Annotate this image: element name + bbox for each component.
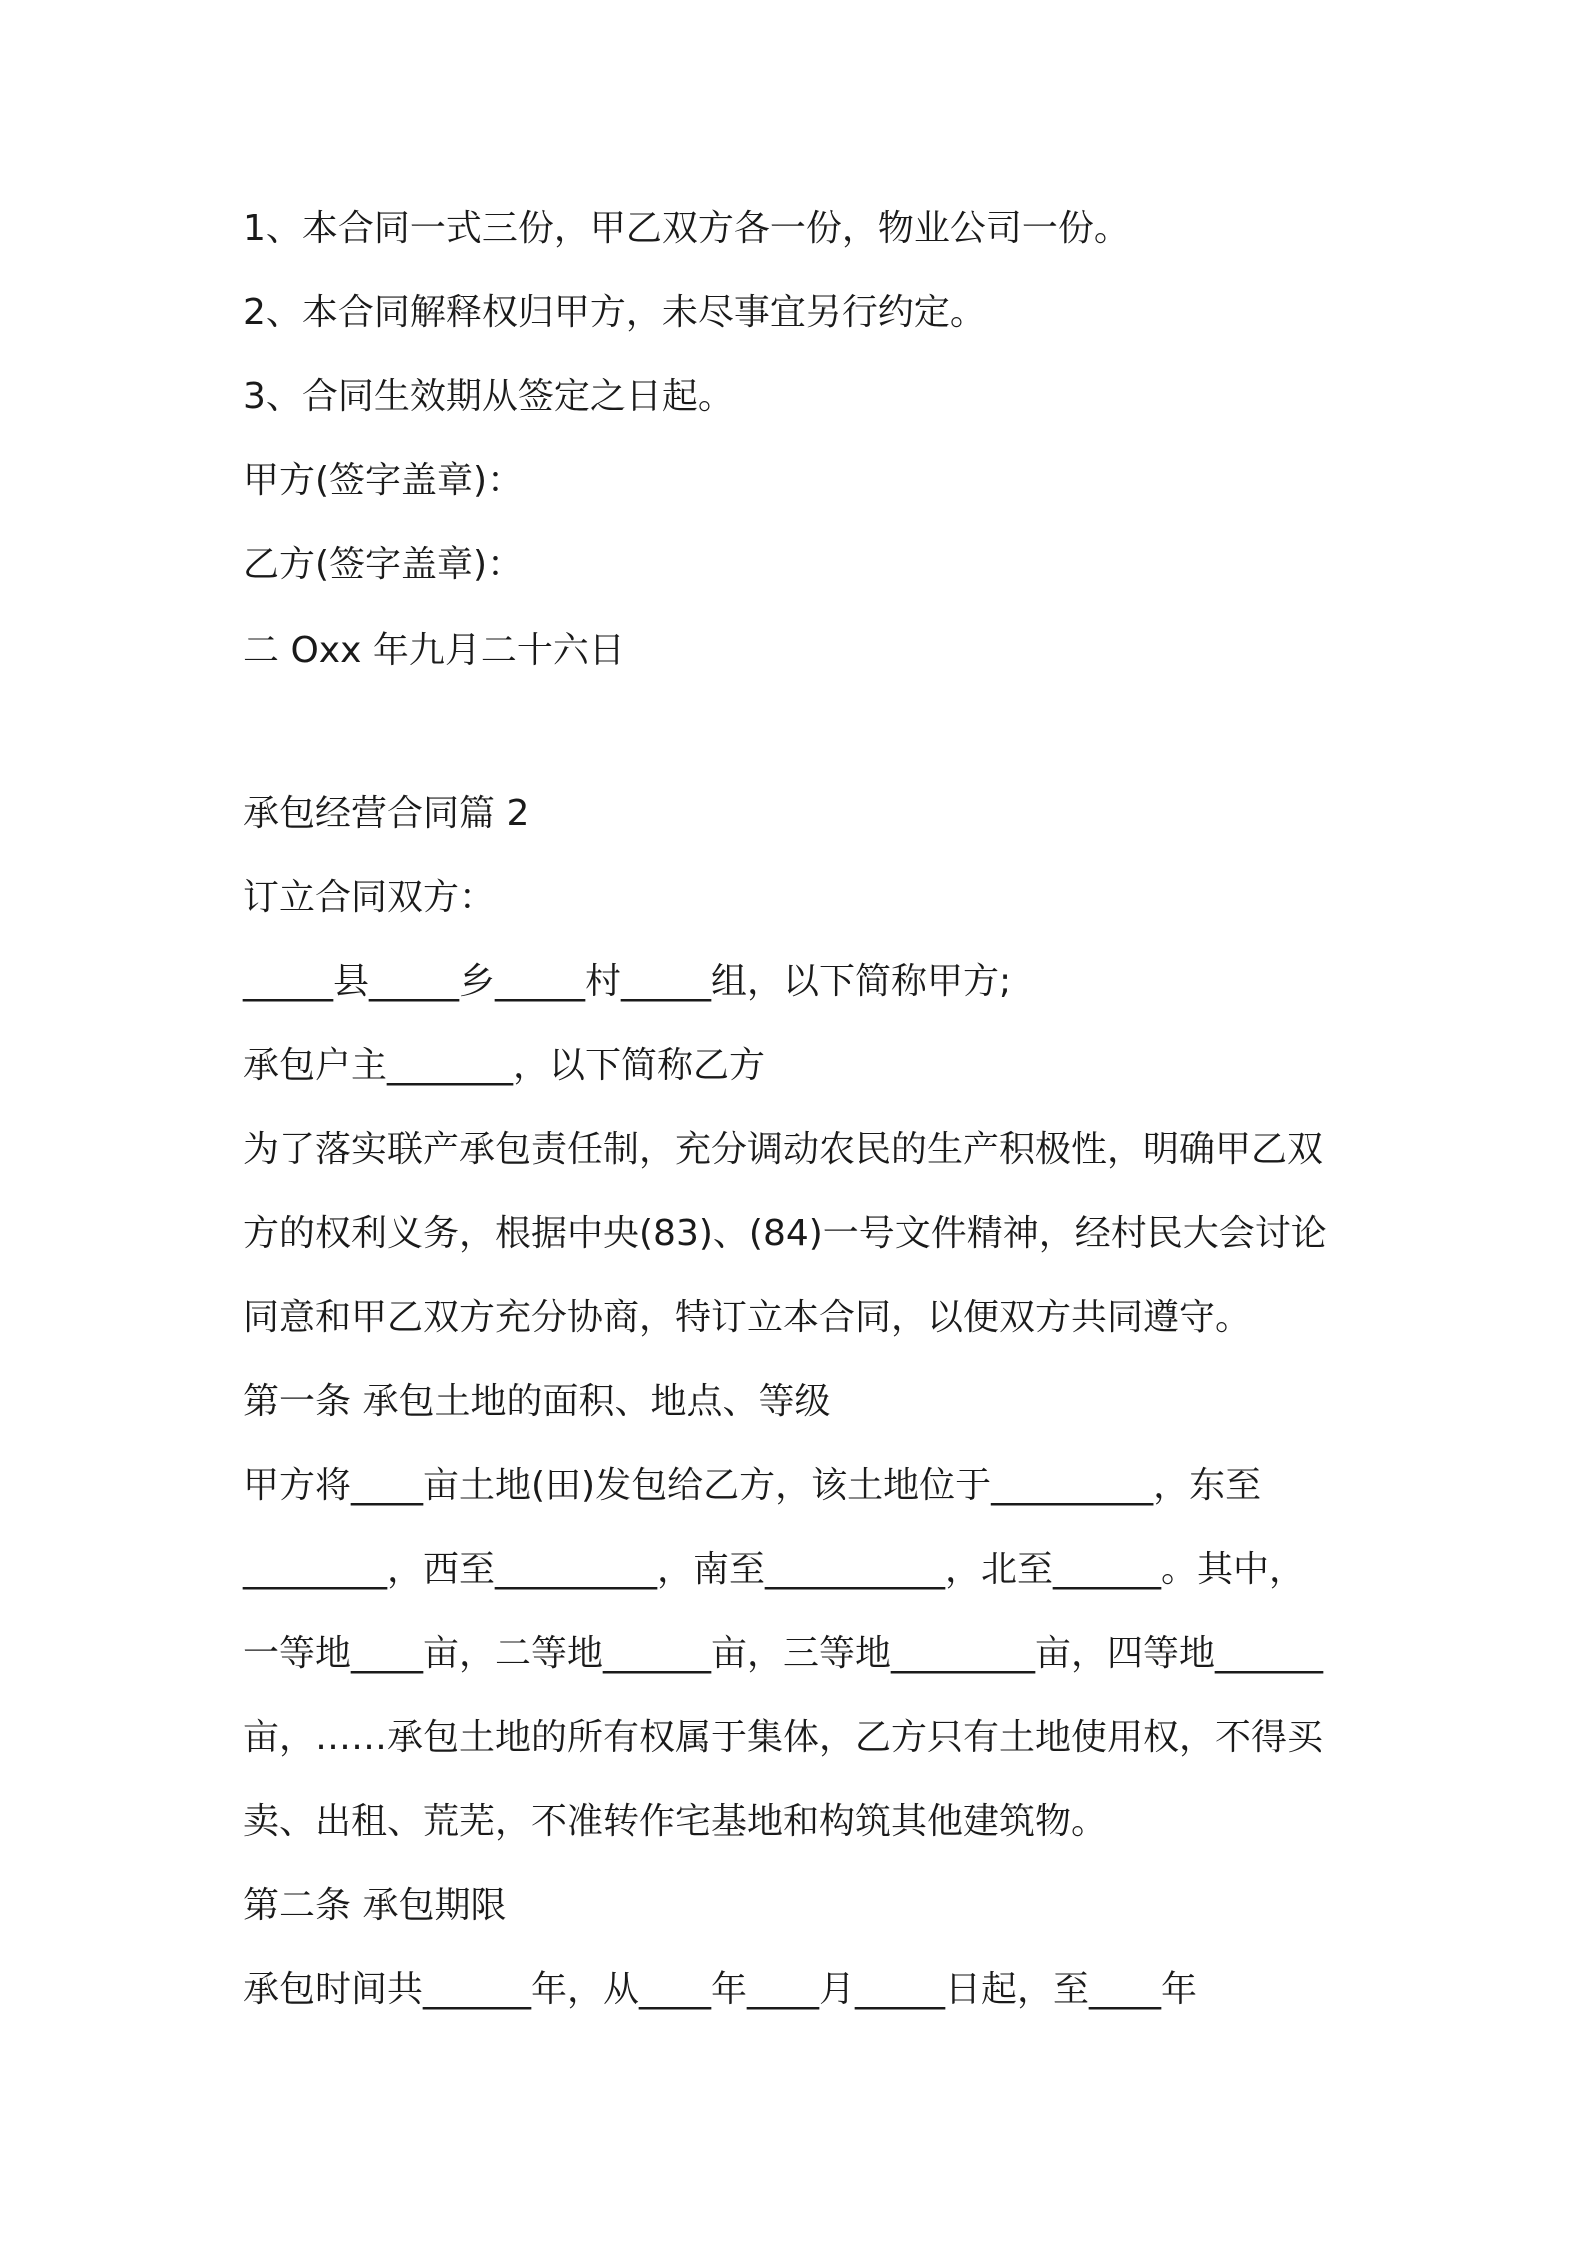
party-b-signature: 乙方(签字盖章)： bbox=[243, 544, 524, 585]
preamble-line-2: 方的权利义务，根据中央(83)、(84)一号文件精神，经村民大会讨论 bbox=[243, 1213, 1327, 1254]
preamble-line-3: 同意和甲乙双方充分协商，特订立本合同，以便双方共同遵守。 bbox=[243, 1297, 1252, 1338]
clause-effective-date: 3、合同生效期从签定之日起。 bbox=[243, 376, 734, 417]
article-1-line-4: 亩，……承包土地的所有权属于集体，乙方只有土地使用权，不得买 bbox=[243, 1717, 1324, 1758]
preamble-line-1: 为了落实联产承包责任制，充分调动农民的生产积极性，明确甲乙双 bbox=[243, 1129, 1324, 1170]
article-2-line-1: 承包时间共______年，从____年____月_____日起，至____年 bbox=[243, 1969, 1198, 2010]
signing-date: 二 Oxx 年九月二十六日 bbox=[243, 630, 625, 671]
article-2-heading: 第二条 承包期限 bbox=[243, 1885, 507, 1926]
article-1-line-1: 甲方将____亩土地(田)发包给乙方，该土地位于_________，东至 bbox=[243, 1465, 1262, 1506]
article-1-line-2: ________，西至_________，南至__________，北至______。其中， bbox=[243, 1549, 1306, 1590]
party-a-line: _____县_____乡_____村_____组，以下简称甲方; bbox=[243, 961, 1012, 1002]
section-title: 承包经营合同篇 2 bbox=[243, 793, 530, 834]
article-1-line-5: 卖、出租、荒芜，不准转作宅基地和构筑其他建筑物。 bbox=[243, 1801, 1108, 1842]
clause-interpretation: 2、本合同解释权归甲方，未尽事宜另行约定。 bbox=[243, 292, 986, 333]
parties-heading: 订立合同双方： bbox=[243, 877, 496, 918]
party-b-line: 承包户主_______，以下简称乙方 bbox=[243, 1045, 766, 1086]
clause-copies: 1、本合同一式三份，甲乙双方各一份，物业公司一份。 bbox=[243, 208, 1130, 249]
party-a-signature: 甲方(签字盖章)： bbox=[243, 460, 524, 501]
article-1-heading: 第一条 承包土地的面积、地点、等级 bbox=[243, 1381, 831, 1422]
article-1-line-3: 一等地____亩，二等地______亩，三等地________亩，四等地______ bbox=[243, 1633, 1324, 1674]
